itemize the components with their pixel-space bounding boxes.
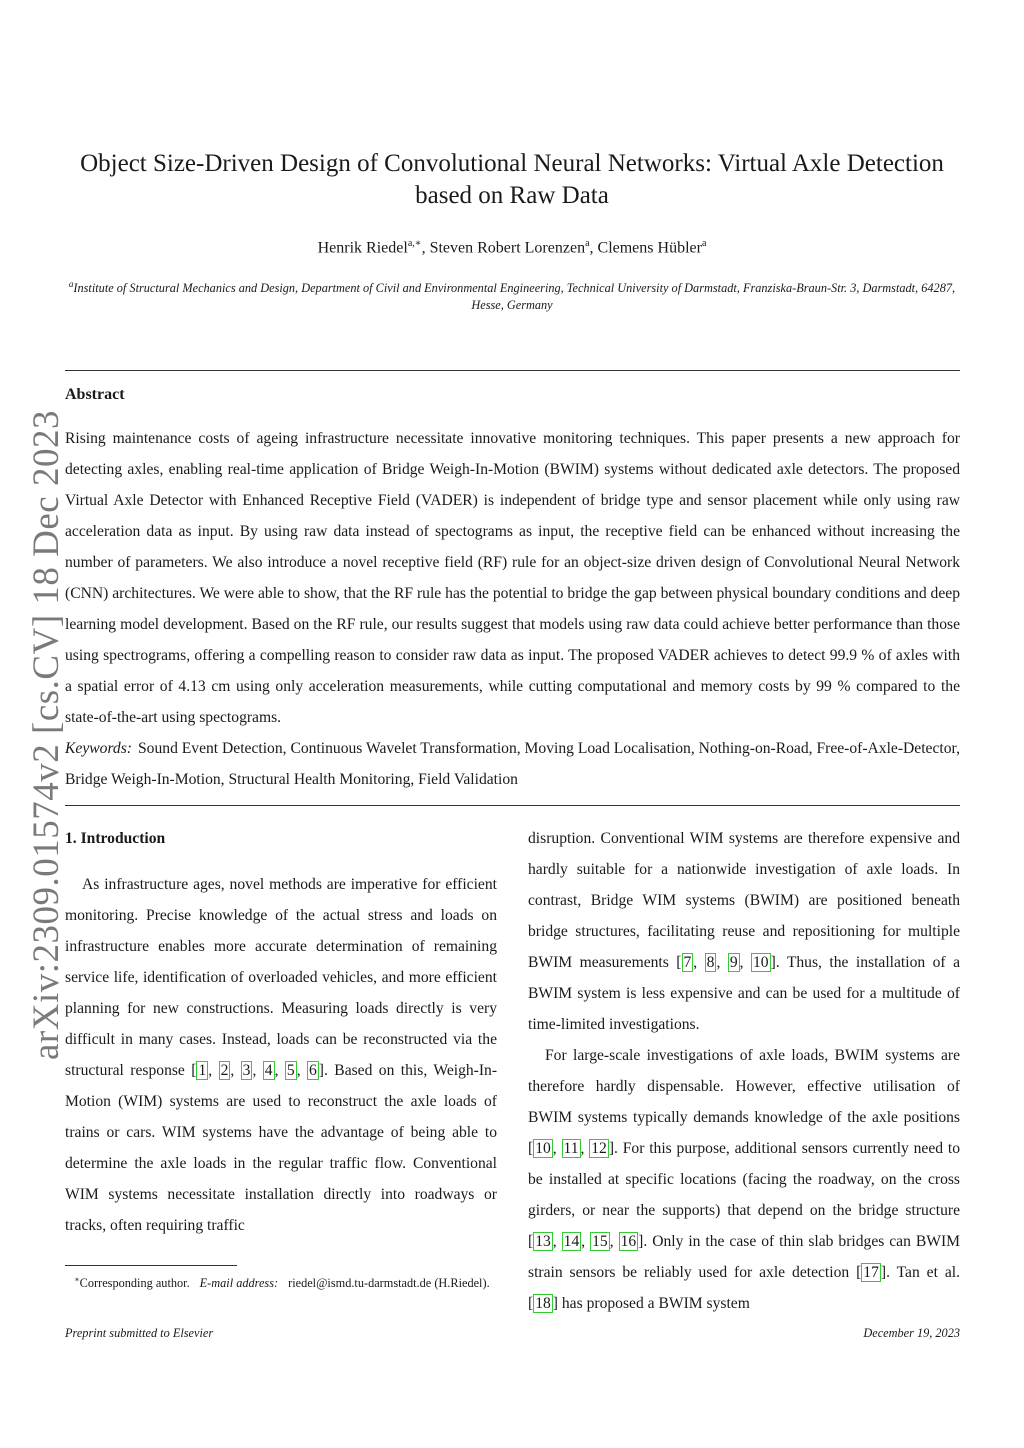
citation-link[interactable]: 13 (535, 1233, 551, 1250)
author-list: Henrik Riedel$^{a,∗}$, Steven Robert Lorenzen$^a$, Clemens Hübler$^a$ (317, 238, 707, 257)
paragraph: For large-scale investigations of axle loads, BWIM systems are therefore hardly dispensable. However, effective utilisation of BWIM systems typically demands knowledge of the axle positions [ 10 , 11 , 12 ]. For this purpose, additional sensors currently need to be installed at specific locations (facing the roadway, on the cross girders, or near the supports) that depend on the bridge structure [ 13 , 14 , 15 , 16 ]. Only in the case of thin slab bridges can BWIM strain sensors be reliably used for axle detection [ 17 ]. Tan et al. [ 18 ] has proposed a BWIM system (528, 1047, 961, 1312)
paragraph-text: ] has proposed a BWIM system (552, 1295, 750, 1312)
citation-link[interactable]: 18 (535, 1295, 551, 1312)
footnote-mark: ∗ (74, 1275, 80, 1284)
citation-link[interactable]: 2 (220, 1062, 229, 1079)
affiliation-text: Institute of Structural Mechanics and Design, Department of Civil and Environmental Engineering, Technical University of Darmstadt, Franziska-Braun-Str. 3, Darmstadt, 64287, Hesse, Germany (73, 281, 956, 313)
paragraph: disruption. Conventional WIM systems are therefore expensive and hardly suitable for a nationwide investigation of axle loads. In contrast, Bridge WIM systems (BWIM) are positioned beneath bridge structures, facilitating reuse and repositioning for multiple BWIM measurements [ 7 , 8 , 9 , 10 ]. Thus, the installation of a BWIM system is less expensive and can be used for a multitude of time-limited investigations. (528, 830, 961, 1033)
paper-title (60, 148, 964, 212)
paragraph-text: ]. Thus, the installation of a BWIM system is less expensive and can be used for a multitude of time-limited investigations. (528, 954, 961, 1033)
citation-link[interactable]: 1 (198, 1062, 207, 1079)
keywords (65, 733, 960, 795)
left-column (65, 823, 497, 1241)
citation-link[interactable]: 14 (563, 1233, 580, 1250)
abstract-bottom-divider (65, 805, 960, 806)
citation-link[interactable]: 15 (592, 1233, 608, 1250)
abstract-heading: Abstract (65, 386, 125, 403)
author-name: Henrik Riedel (317, 239, 408, 257)
paragraph-text: For large-scale investigations of axle loads, BWIM systems are therefore hardly dispensable. However, effective utilisation of BWIM systems typically demands knowledge of the axle positions [ (528, 1047, 960, 1157)
arxiv-sidebar-stamp: arXiv:2309.01574v2 [cs.CV] 18 Dec 2023 (26, 410, 67, 1060)
citation-link[interactable]: 3 (242, 1062, 251, 1079)
title-line-1: Object Size-Driven Design of Convolutional Neural Networks: Virtual Axle Detection (80, 150, 944, 177)
citation-link[interactable]: 7 (683, 954, 692, 971)
footer-preprint-note: Preprint submitted to Elsevier (65, 1326, 214, 1340)
top-divider (65, 370, 960, 371)
email-label: E-mail address: (199, 1276, 279, 1291)
citation-link[interactable]: 10 (535, 1140, 551, 1157)
citation-link[interactable]: 6 (309, 1062, 317, 1079)
footnote (65, 1268, 497, 1295)
citation-link[interactable]: 4 (264, 1062, 273, 1079)
author-sup: a (585, 238, 590, 249)
paragraph-text: As infrastructure ages, novel methods are imperative for efficient monitoring. Precise knowledge of the actual stress and loads on infrastructure enables more accurate determination of remaining service life, identification of overloaded vehicles, and more efficient planning for new constructions. Measuring loads directly is very difficult in many cases. Instead, loads can be reconstructed via the structural response [ (65, 876, 497, 1079)
footer-date: December 19, 2023 (863, 1326, 960, 1340)
right-column (528, 823, 960, 1319)
section-heading-introduction: 1. Introduction (65, 830, 166, 847)
citation-link[interactable]: 10 (752, 954, 769, 971)
email-address[interactable]: riedel@ismd.tu-darmstadt.de (288, 1276, 432, 1291)
citation-link[interactable]: 17 (863, 1264, 879, 1281)
paragraph-text: ]. Tan et al. [ (528, 1264, 960, 1312)
citation-link[interactable]: 11 (563, 1140, 579, 1157)
author-sup: a,∗ (407, 238, 422, 249)
paragraph: As infrastructure ages, novel methods are imperative for efficient monitoring. Precise knowledge of the actual stress and loads on infrastructure enables more accurate determination of remaining service life, identification of overloaded vehicles, and more efficient planning for new constructions. Measuring loads directly is very difficult in many cases. Instead, loads can be reconstructed via the structural response [ 1 , 2 , 3 , 4 , 5 , 6 ]. Based on this, Weigh-In-Motion (WIM) systems are used to reconstruct the axle loads of trains or cars. WIM systems have the advantage of being able to determine the axle loads in the regular traffic flow. Conventional WIM systems necessitate installation directly into roadways or tracks, often requiring traffic (65, 876, 498, 1234)
paragraph-text: disruption. Conventional WIM systems are therefore expensive and hardly suitable for a nationwide investigation of axle loads. In contrast, Bridge WIM systems (BWIM) are positioned beneath bridge structures, facilitating reuse and repositioning for multiple BWIM measurements [ (528, 830, 960, 971)
footnote-suffix: (H.Riedel). (434, 1276, 490, 1291)
title-line-2: based on Raw Data (415, 182, 609, 209)
citation-link[interactable]: 9 (729, 954, 738, 971)
abstract-text: Rising maintenance costs of ageing infrastructure necessitate innovative monitoring techniques. This paper presents a new approach for detecting axles, enabling real-time application of Bridge Weigh-In-Motion (BWIM) systems without dedicated axle detectors. The proposed Virtual Axle Detector with Enhanced Receptive Field (VADER) is independent of bridge type and sensor placement while only using raw acceleration data as input. By using raw data instead of spectograms as input, the receptive field can be enhanced without increasing the number of parameters. We also introduce a novel receptive field (RF) rule for an object-size driven design of Convolutional Neural Network (CNN) architectures. We were able to show, that the RF rule has the potential to bridge the gap between physical boundary conditions and deep learning model development. Based on the RF rule, our results suggest that models using raw data could achieve better performance than those using spectrograms, offering a compelling reason to consider raw data as input. The proposed VADER achieves to detect 99.9 % of axles with a spatial error of 4.13 cm using only acceleration measurements, while cutting computational and memory costs by 99 % compared to the state-of-the-art using spectograms. (65, 430, 960, 726)
paragraph-text: ]. Based on this, Weigh-In-Motion (WIM) systems are used to reconstruct the axle loads of trains or cars. WIM systems have the advantage of being able to determine the axle loads in the regular traffic flow. Conventional WIM systems necessitate installation directly into roadways or tracks, often requiring traffic (65, 1062, 498, 1234)
author-name: Clemens Hübler (597, 239, 702, 257)
citation-link[interactable]: 5 (286, 1062, 295, 1079)
affiliation (66, 276, 958, 314)
footnote-label: Corresponding author. (79, 1276, 190, 1291)
paragraph-text: ]. For this purpose, additional sensors currently need to be installed at specific locations (facing the roadway, on the cross girders, or near the supports) that depend on the bridge structure [ (528, 1140, 961, 1250)
citation-link[interactable]: 16 (620, 1233, 637, 1250)
footnote-divider (65, 1265, 237, 1266)
affiliation-sup: a (68, 279, 74, 289)
keywords-label: Keywords: (65, 740, 132, 757)
abstract-body (65, 423, 960, 795)
citation-link[interactable]: 8 (706, 954, 715, 971)
author-name: Steven Robert Lorenzen (429, 239, 586, 257)
paragraph-text: ]. Only in the case of thin slab bridges can BWIM strain sensors be reliably used for axle detection [ (528, 1233, 961, 1281)
keywords-text: Sound Event Detection, Continuous Wavelet Transformation, Moving Load Localisation, Nothing-on-Road, Free-of-Axle-Detector, Bridge Weigh-In-Motion, Structural Health Monitoring, Field Validation (65, 740, 960, 788)
author-sup: a (701, 238, 707, 249)
citation-link[interactable]: 12 (591, 1140, 607, 1157)
